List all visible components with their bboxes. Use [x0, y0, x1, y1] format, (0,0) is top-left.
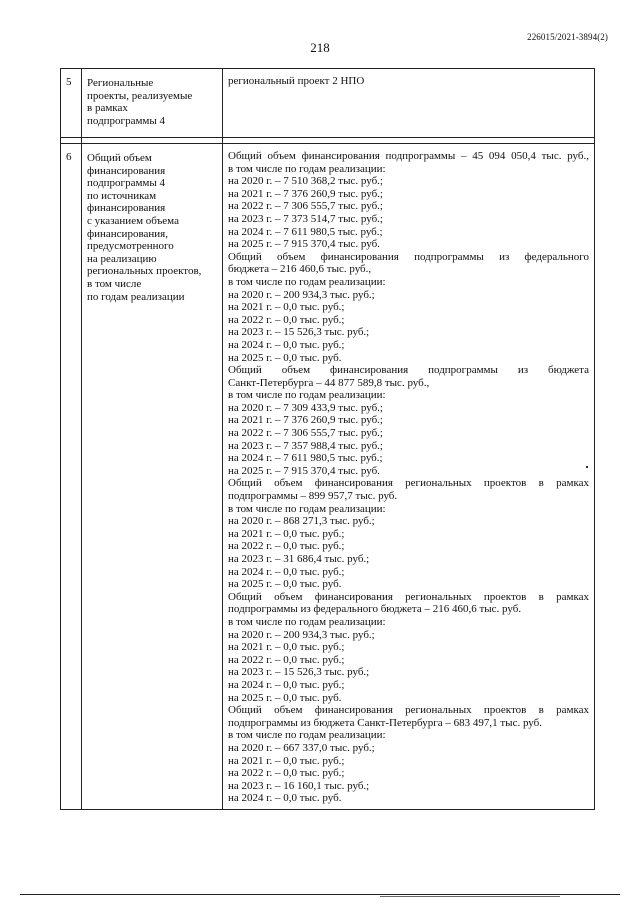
content-line: бюджета – 216 460,6 тыс. руб., [228, 263, 372, 276]
content-line: на 2024 г. – 0,0 тыс. руб.; [228, 338, 345, 351]
content-line: на 2022 г. – 0,0 тыс. руб.; [228, 313, 345, 326]
row-number: 6 [61, 144, 82, 810]
content-line: на 2021 г. – 0,0 тыс. руб.; [228, 641, 345, 654]
content-line: на 2024 г. – 0,0 тыс. руб. [228, 792, 342, 805]
content-line: на 2023 г. – 16 160,1 тыс. руб.; [228, 779, 370, 792]
label-line: в том числе [87, 277, 142, 290]
page-number: 218 [310, 40, 330, 55]
label-line: в рамках [87, 102, 128, 115]
content-line: на 2021 г. – 7 376 260,9 тыс. руб.; [228, 414, 383, 427]
content-line: на 2025 г. – 0,0 тыс. руб. [228, 351, 342, 364]
content-line: подпрограммы – 899 957,7 тыс. руб. [228, 490, 398, 503]
row-content [223, 144, 595, 810]
content-line: на 2023 г. – 15 526,3 тыс. руб.; [228, 326, 370, 339]
label-line: проекты, реализуемые [87, 89, 193, 102]
label-line: по годам реализации [87, 290, 185, 303]
content-line: Общий объем финансирования подпрограммы из федерального [228, 250, 589, 263]
content-line: на 2022 г. – 0,0 тыс. руб.; [228, 767, 345, 780]
label-line: с указанием объема [87, 214, 179, 227]
footer-rule [20, 894, 620, 895]
content-line: на 2023 г. – 31 686,4 тыс. руб.; [228, 553, 370, 565]
label-line: Общий объем [87, 152, 152, 164]
content-line: на 2024 г. – 0,0 тыс. руб.; [228, 678, 345, 691]
content-line: Общий объем финансирования региональных проектов в рамках [228, 704, 589, 717]
content-line: на 2024 г. – 0,0 тыс. руб.; [228, 565, 345, 578]
content-line: на 2020 г. – 667 337,0 тыс. руб.; [228, 741, 375, 754]
content-line: в том числе по годам реализации: [228, 502, 386, 515]
content-line: на 2023 г. – 7 373 514,7 тыс. руб.; [228, 212, 383, 225]
row-label [82, 69, 223, 138]
content-line: на 2020 г. – 868 271,3 тыс. руб.; [228, 515, 375, 528]
scan-speck [586, 466, 588, 468]
content-line: Общий объем финансирования региональных проектов в рамках [228, 477, 589, 490]
footer-rule-short [380, 896, 560, 897]
content-line: на 2023 г. – 7 357 988,4 тыс. руб.; [228, 439, 383, 452]
content-line: на 2021 г. – 0,0 тыс. руб.; [228, 301, 345, 314]
label-line: на реализацию [87, 252, 157, 265]
content-line: на 2025 г. – 7 915 370,4 тыс. руб. [228, 464, 380, 477]
content-line: на 2024 г. – 7 611 980,5 тыс. руб.; [228, 452, 383, 465]
content-line: на 2020 г. – 7 510 368,2 тыс. руб.; [228, 175, 383, 188]
content-line: на 2020 г. – 200 934,3 тыс. руб.; [228, 628, 375, 641]
content-line: на 2021 г. – 0,0 тыс. руб.; [228, 527, 345, 540]
label-line: финансирования [87, 164, 166, 177]
content-line: на 2020 г. – 7 309 433,9 тыс. руб.; [228, 401, 383, 414]
content-line: на 2020 г. – 200 934,3 тыс. руб.; [228, 288, 375, 301]
content-line: на 2022 г. – 0,0 тыс. руб.; [228, 653, 345, 666]
content-line: на 2022 г. – 7 306 555,7 тыс. руб.; [228, 427, 383, 440]
content-line: на 2022 г. – 7 306 555,7 тыс. руб.; [228, 200, 383, 213]
content-line: на 2023 г. – 15 526,3 тыс. руб.; [228, 666, 370, 679]
row-content [223, 69, 595, 138]
label-line: подпрограммы 4 [87, 114, 166, 127]
table-row [61, 69, 595, 138]
content-line: на 2025 г. – 0,0 тыс. руб. [228, 691, 342, 704]
content-line: на 2021 г. – 0,0 тыс. руб.; [228, 754, 345, 767]
row-label [82, 144, 223, 810]
content-line: в том числе по годам реализации: [228, 275, 386, 288]
content-line: Санкт-Петербурга – 44 877 589,8 тыс. руб., [228, 376, 430, 389]
label-line: Региональные [87, 77, 154, 89]
content-line: на 2022 г. – 0,0 тыс. руб.; [228, 540, 345, 553]
content-line: в том числе по годам реализации: [228, 615, 386, 628]
content-line: Общий объем финансирования подпрограммы – 45 094 050,4 тыс. руб., [228, 150, 589, 162]
content-line: Общий объем финансирования региональных проектов в рамках [228, 590, 589, 603]
content-line: на 2025 г. – 7 915 370,4 тыс. руб. [228, 238, 380, 251]
content-line: на 2024 г. – 7 611 980,5 тыс. руб.; [228, 225, 383, 238]
content-line: подпрограммы из федерального бюджета – 216 460,6 тыс. руб. [228, 603, 522, 616]
label-line: региональных проектов, [87, 265, 202, 278]
content-line: в том числе по годам реализации: [228, 162, 386, 175]
content-line: Общий объем финансирования подпрограммы из бюджета [228, 364, 589, 377]
content-line: на 2025 г. – 0,0 тыс. руб. [228, 578, 342, 591]
label-line: по источникам [87, 189, 157, 202]
table-row [61, 144, 595, 810]
label-line: финансирования, [87, 227, 168, 240]
content-line: в том числе по годам реализации: [228, 729, 386, 742]
program-passport-table [60, 68, 595, 810]
content-text: региональный проект 2 НПО [228, 75, 365, 87]
content-line: на 2021 г. – 7 376 260,9 тыс. руб.; [228, 187, 383, 200]
content-line: подпрограммы из бюджета Санкт-Петербурга – 683 497,1 тыс. руб. [228, 716, 543, 729]
content-line: в том числе по годам реализации: [228, 389, 386, 402]
label-line: предусмотренного [87, 240, 174, 253]
label-line: подпрограммы 4 [87, 177, 166, 190]
label-line: финансирования [87, 202, 166, 215]
row-number: 5 [61, 69, 82, 138]
document-id: 226015/2021-3894(2) [527, 32, 608, 42]
